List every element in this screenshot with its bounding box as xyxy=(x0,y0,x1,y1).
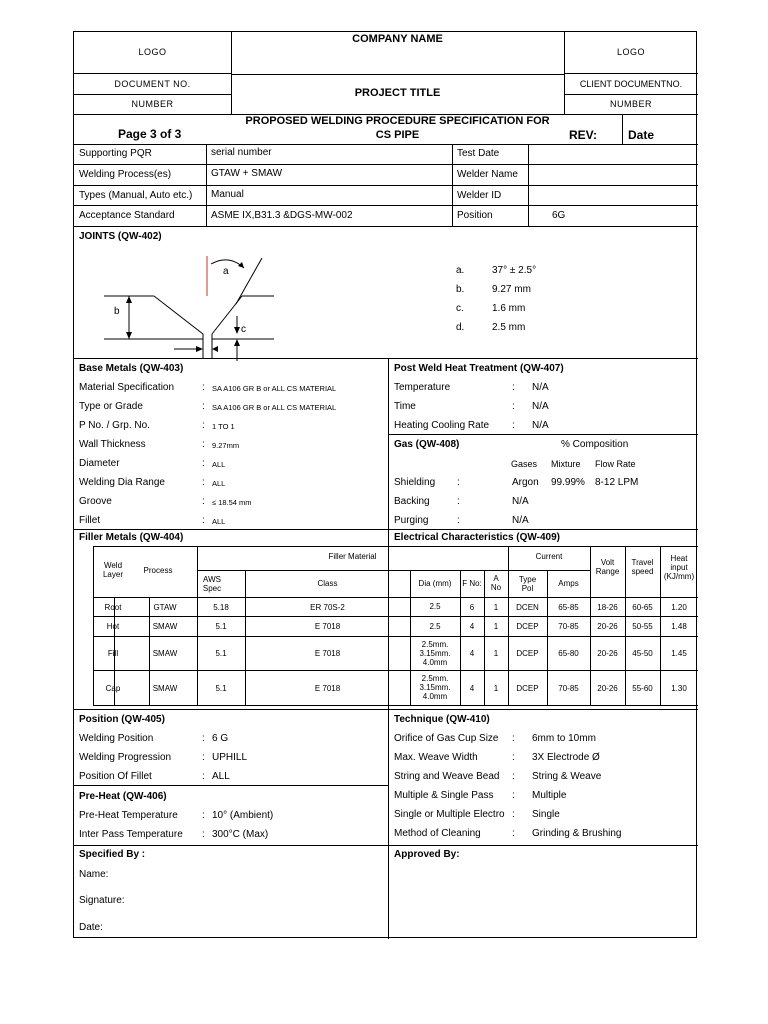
gas-title: Gas (QW-408) xyxy=(394,439,460,450)
filler-cell-travel: 45-50 xyxy=(632,649,653,658)
gas-row-gas: N/A xyxy=(512,515,529,526)
base-metal-separator: : xyxy=(202,382,205,393)
filler-cell-dia: 3.15mm. xyxy=(419,648,451,658)
technique-label: Method of Cleaning xyxy=(394,828,481,839)
th-heat-input: Heat input (KJ/mm) xyxy=(663,554,695,581)
technique-value: Single xyxy=(532,809,560,820)
joint-label-c: c xyxy=(241,324,246,335)
th-class: Class xyxy=(317,579,338,588)
filler-cell-dia: 2.5mm. xyxy=(421,674,449,683)
filler-cell-amps: 65-85 xyxy=(558,602,579,612)
position-separator: : xyxy=(202,733,205,744)
base-metal-value: 9.27mm xyxy=(212,441,240,450)
filler-cell-travel: 60-65 xyxy=(632,602,653,612)
wps-document xyxy=(73,31,697,938)
gas-row-gas: N/A xyxy=(512,496,529,507)
logo-right: LOGO xyxy=(616,47,645,57)
gas-composition-label: % Composition xyxy=(561,439,629,450)
filler-cell-process: GTAW xyxy=(153,602,177,612)
filler-cell-aws: 5.1 xyxy=(215,683,227,693)
filler-cell-volt: 20-26 xyxy=(597,622,618,631)
electrical-title: Electrical Characteristics (QW-409) xyxy=(394,532,560,543)
th-process: Process xyxy=(143,566,173,575)
gas-row-separator: : xyxy=(457,477,460,488)
technique-value: 6mm to 10mm xyxy=(532,733,596,744)
welder-name-label: Welder Name xyxy=(457,169,518,180)
joint-label-b: b xyxy=(114,306,120,317)
joint-dim-value: 1.6 mm xyxy=(492,303,526,314)
filler-cell-heat: 1.45 xyxy=(671,649,687,658)
filler-cell-travel: 55-60 xyxy=(632,683,653,693)
th-volt-range: Volt Range xyxy=(595,558,620,576)
th-amps: Amps xyxy=(558,579,579,588)
base-metal-label: Fillet xyxy=(79,515,101,526)
base-metal-label: Welding Dia Range xyxy=(79,477,165,488)
position-title: Position (QW-405) xyxy=(79,714,165,725)
technique-label: Single or Multiple Electro xyxy=(394,809,505,820)
page-number: Page 3 of 3 xyxy=(118,127,182,141)
th-current: Current xyxy=(535,552,563,561)
preheat-value: 300°C (Max) xyxy=(212,829,269,840)
base-metal-value: 1 TO 1 xyxy=(212,422,235,431)
gas-col-mixture: Mixture xyxy=(551,459,581,469)
technique-label: String and Weave Bead xyxy=(394,771,500,782)
filler-cell-f: 6 xyxy=(469,602,475,612)
client-document-label: CLIENT DOCUMENTNO. xyxy=(579,79,683,89)
technique-value: 3X Electrode Ø xyxy=(532,752,600,763)
position-label: Position xyxy=(457,210,493,221)
preheat-separator: : xyxy=(202,810,205,821)
filler-cell-heat: 1.30 xyxy=(671,683,687,693)
preheat-label: Pre-Heat Temperature xyxy=(79,810,178,821)
base-metal-separator: : xyxy=(202,496,205,507)
wps-title-line1: PROPOSED WELDING PROCEDURE SPECIFICATION FOR xyxy=(245,115,550,127)
base-metal-label: Type or Grade xyxy=(79,401,143,412)
filler-cell-layer: Root xyxy=(104,602,122,612)
technique-separator: : xyxy=(512,752,515,763)
technique-label: Multiple & Single Pass xyxy=(394,790,494,801)
welder-id-label: Welder ID xyxy=(457,190,502,201)
joint-dim-value: 2.5 mm xyxy=(492,322,526,333)
gas-row-gas: Argon xyxy=(512,477,539,488)
technique-value: Grinding & Brushing xyxy=(532,828,622,839)
filler-cell-layer: Hot xyxy=(106,622,120,631)
gas-row-separator: : xyxy=(457,496,460,507)
filler-cell-class: E 7018 xyxy=(314,622,341,631)
technique-separator: : xyxy=(512,771,515,782)
joint-diagram xyxy=(74,246,334,361)
gas-row-mixture: 99.99% xyxy=(551,477,585,488)
pwht-label: Heating Cooling Rate xyxy=(394,420,490,431)
pwht-title: Post Weld Heat Treatment (QW-407) xyxy=(394,363,564,374)
pwht-label: Time xyxy=(394,401,416,412)
filler-cell-class: E 7018 xyxy=(314,683,341,693)
filler-cell-layer: Fill xyxy=(107,649,119,658)
filler-cell-amps: 70-85 xyxy=(558,683,579,693)
filler-cell-a: 1 xyxy=(493,683,499,693)
filler-cell-f: 4 xyxy=(469,649,475,658)
filler-cell-dia: 2.5mm. xyxy=(421,639,449,649)
filler-cell-dia: 2.5 xyxy=(429,602,441,611)
technique-label: Orifice of Gas Cup Size xyxy=(394,733,499,744)
filler-cell-class: ER 70S-2 xyxy=(310,602,345,612)
joint-dim-value: 37° ± 2.5° xyxy=(492,265,537,276)
specified-by-label: Specified By : xyxy=(79,849,146,860)
filler-cell-volt: 18-26 xyxy=(597,602,618,612)
pwht-label: Temperature xyxy=(394,382,451,393)
preheat-separator: : xyxy=(202,829,205,840)
welding-process-label: Welding Process(es) xyxy=(79,169,172,180)
th-filler-material: Filler Material xyxy=(328,552,377,561)
supporting-pqr-label: Supporting PQR xyxy=(79,148,152,159)
rev-label: REV: xyxy=(569,128,598,142)
base-metal-value: ALL xyxy=(212,479,226,488)
filler-cell-pol: DCEP xyxy=(516,683,539,693)
position-label: Position Of Fillet xyxy=(79,771,152,782)
th-travel-speed: Travel speed xyxy=(631,558,654,576)
filler-metals-title: Filler Metals (QW-404) xyxy=(79,532,184,543)
supporting-pqr-value: serial number xyxy=(211,147,272,158)
position-separator: : xyxy=(202,771,205,782)
acceptance-standard-value: ASME IX,B31.3 &DGS-MW-002 xyxy=(211,210,353,221)
filler-cell-dia: 3.15mm. xyxy=(419,683,451,692)
technique-separator: : xyxy=(512,733,515,744)
wps-title-line2: CS PIPE xyxy=(375,129,420,141)
project-title: PROJECT TITLE xyxy=(354,87,441,99)
company-name: COMPANY NAME xyxy=(352,33,443,45)
base-metal-label: P No. / Grp. No. xyxy=(79,420,150,431)
filler-cell-dia: 4.0mm xyxy=(422,692,448,701)
th-a-no: A No xyxy=(490,574,502,592)
joint-dim-key: b. xyxy=(456,284,465,295)
technique-separator: : xyxy=(512,828,515,839)
joint-label-a: a xyxy=(223,266,229,277)
base-metal-label: Groove xyxy=(79,496,112,507)
filler-cell-process: SMAW xyxy=(152,683,178,693)
filler-cell-dia: 4.0mm xyxy=(422,657,448,667)
name-label: Name: xyxy=(79,869,109,880)
filler-metal-table xyxy=(93,546,698,705)
filler-cell-aws: 5.18 xyxy=(213,602,229,612)
position-label: Welding Progression xyxy=(79,752,172,763)
th-dia: Dia (mm) xyxy=(418,579,452,588)
pwht-separator: : xyxy=(512,401,515,412)
document-no-value: NUMBER xyxy=(131,99,174,109)
joint-dim-value: 9.27 mm xyxy=(492,284,531,295)
filler-cell-process: SMAW xyxy=(152,649,178,658)
technique-label: Max. Weave Width xyxy=(394,752,478,763)
base-metal-separator: : xyxy=(202,401,205,412)
th-type-pol: Type Pol xyxy=(518,575,537,593)
filler-cell-aws: 5.1 xyxy=(215,649,227,658)
gas-row-separator: : xyxy=(457,515,460,526)
technique-title: Technique (QW-410) xyxy=(394,714,490,725)
joint-dim-key: a. xyxy=(456,265,465,276)
pwht-value: N/A xyxy=(532,401,549,412)
technique-value: String & Weave xyxy=(532,771,602,782)
position-value: 6G xyxy=(552,210,566,221)
joint-dim-key: c. xyxy=(456,303,464,314)
filler-cell-amps: 70-85 xyxy=(558,622,579,631)
technique-value: Multiple xyxy=(532,790,567,801)
pwht-value: N/A xyxy=(532,420,549,431)
filler-cell-a: 1 xyxy=(493,649,499,658)
gas-row-label: Purging xyxy=(394,515,429,526)
filler-cell-travel: 50-55 xyxy=(632,622,653,631)
gas-col-gases: Gases xyxy=(511,459,538,469)
filler-cell-dia: 2.5 xyxy=(429,621,441,631)
th-aws-spec: AWS Spec xyxy=(202,575,222,593)
preheat-value: 10° (Ambient) xyxy=(212,810,274,821)
welding-process-value: GTAW + SMAW xyxy=(211,168,283,179)
filler-cell-volt: 20-26 xyxy=(597,683,618,693)
th-f-no: F No: xyxy=(462,579,482,588)
gas-row-label: Backing xyxy=(394,496,430,507)
th-weld-layer: Weld Layer xyxy=(102,561,123,579)
filler-cell-amps: 65-80 xyxy=(558,649,579,658)
gas-row-label: Shielding xyxy=(394,477,436,488)
base-metal-value: SA A106 GR B or ALL CS MATERIAL xyxy=(212,403,337,412)
date-sign-label: Date: xyxy=(79,922,103,933)
base-metal-value: ALL xyxy=(212,517,226,526)
position-value: 6 G xyxy=(212,733,229,744)
filler-cell-f: 4 xyxy=(469,683,475,693)
client-document-value: NUMBER xyxy=(609,99,652,109)
document-no-label: DOCUMENT NO. xyxy=(114,79,191,89)
pwht-separator: : xyxy=(512,420,515,431)
filler-cell-layer: Cap xyxy=(105,683,121,693)
gas-row-flow: 8-12 LPM xyxy=(595,477,639,488)
base-metal-label: Wall Thickness xyxy=(79,439,146,450)
filler-cell-aws: 5.1 xyxy=(215,622,227,631)
base-metal-label: Diameter xyxy=(79,458,120,469)
technique-separator: : xyxy=(512,790,515,801)
filler-cell-heat: 1.48 xyxy=(671,622,687,631)
test-date-label: Test Date xyxy=(457,148,500,159)
base-metal-value: ALL xyxy=(212,460,226,469)
date-label: Date xyxy=(628,128,655,142)
filler-cell-a: 1 xyxy=(493,622,499,631)
base-metal-separator: : xyxy=(202,477,205,488)
base-metal-separator: : xyxy=(202,420,205,431)
preheat-title: Pre-Heat (QW-406) xyxy=(79,791,167,802)
types-value: Manual xyxy=(211,189,244,200)
filler-cell-a: 1 xyxy=(493,602,499,612)
gas-col-flow-rate: Flow Rate xyxy=(595,459,636,469)
filler-cell-pol: DCEP xyxy=(516,622,539,631)
technique-separator: : xyxy=(512,809,515,820)
base-metal-separator: : xyxy=(202,515,205,526)
base-metals-title: Base Metals (QW-403) xyxy=(79,363,184,374)
filler-cell-process: SMAW xyxy=(152,622,178,631)
position-value: UPHILL xyxy=(212,752,248,763)
filler-cell-pol: DCEN xyxy=(516,602,539,612)
pwht-separator: : xyxy=(512,382,515,393)
position-separator: : xyxy=(202,752,205,763)
base-metal-separator: : xyxy=(202,458,205,469)
joints-title: JOINTS (QW-402) xyxy=(79,231,162,242)
preheat-label: Inter Pass Temperature xyxy=(79,829,183,840)
base-metal-separator: : xyxy=(202,439,205,450)
filler-cell-heat: 1.20 xyxy=(671,602,687,612)
types-label: Types (Manual, Auto etc.) xyxy=(79,190,193,201)
position-label: Welding Position xyxy=(79,733,154,744)
base-metal-value: ≤ 18.54 mm xyxy=(212,498,252,507)
filler-cell-f: 4 xyxy=(469,622,475,631)
signature-label: Signature: xyxy=(79,895,125,906)
acceptance-standard-label: Acceptance Standard xyxy=(79,210,175,221)
pwht-value: N/A xyxy=(532,382,549,393)
filler-cell-pol: DCEP xyxy=(516,649,539,658)
position-value: ALL xyxy=(212,771,230,782)
joint-dim-key: d. xyxy=(456,322,465,333)
logo-left: LOGO xyxy=(138,47,167,57)
approved-by-label: Approved By: xyxy=(394,849,460,860)
filler-cell-volt: 20-26 xyxy=(597,649,618,658)
filler-cell-class: E 7018 xyxy=(314,649,341,658)
base-metal-label: Material Specification xyxy=(79,382,175,393)
base-metal-value: SA A106 GR B or ALL CS MATERIAL xyxy=(212,384,337,393)
